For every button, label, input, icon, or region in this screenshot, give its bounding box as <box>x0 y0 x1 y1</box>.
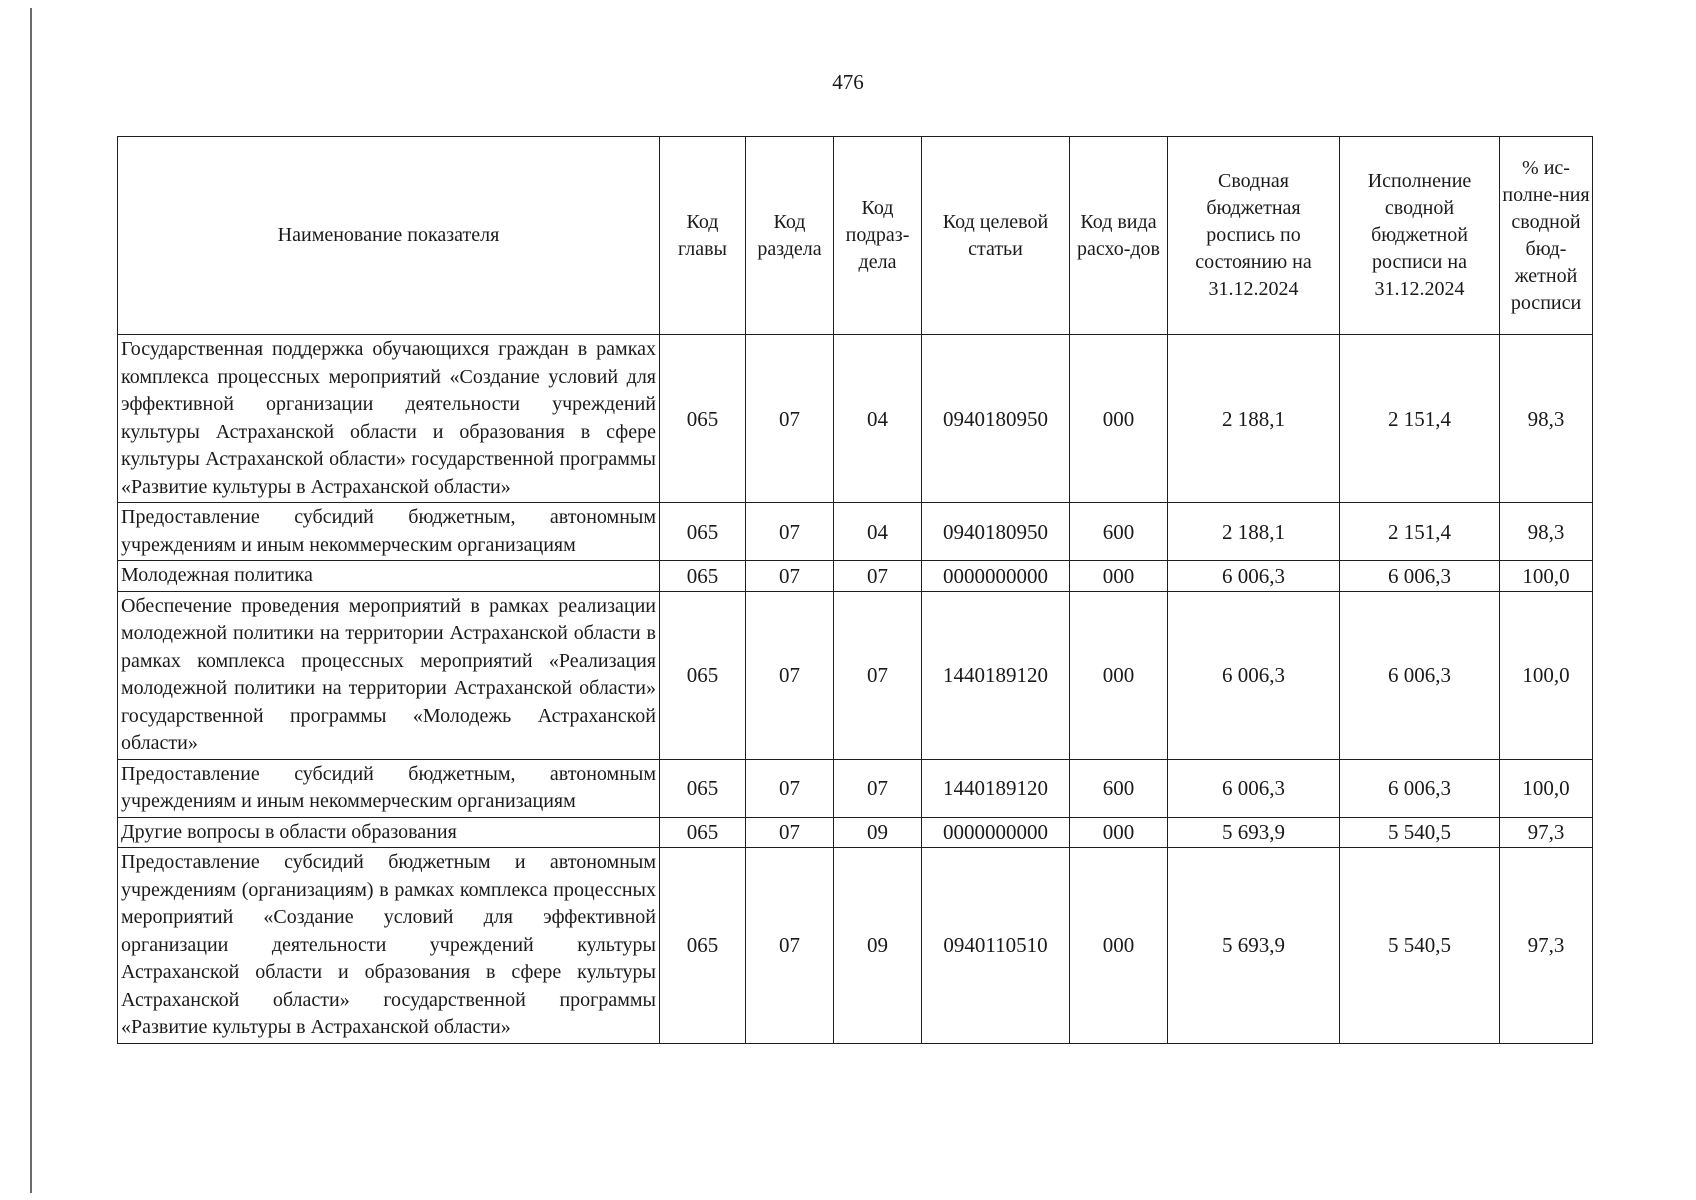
row-section-code: 07 <box>746 335 834 503</box>
row-budget-execution: 5 540,5 <box>1340 817 1500 848</box>
table-row <box>118 759 1593 817</box>
row-execution-percent: 100,0 <box>1500 759 1593 817</box>
row-target-code: 1440189120 <box>922 759 1070 817</box>
row-name: Предоставление субсидий бюджетным и автономным учреждениям (организациям) в рамках комплекса процессных мероприятий «Создание условий для эффективной организации деятельности учреждений культуры Астраханской области и образования в сфере культуры Астраханской области» государственной программы «Развитие культуры в Астраханской области» <box>118 848 660 1044</box>
table-row <box>118 561 1593 592</box>
row-budget-plan: 2 188,1 <box>1168 503 1340 561</box>
row-budget-plan: 2 188,1 <box>1168 335 1340 503</box>
row-chapter-code: 065 <box>660 817 746 848</box>
row-target-code: 0940110510 <box>922 848 1070 1044</box>
row-budget-plan: 6 006,3 <box>1168 759 1340 817</box>
header-expense-type-code: Код вида расхо-дов <box>1070 137 1168 335</box>
header-subsection-code: Код подраз-дела <box>834 137 922 335</box>
row-name: Обеспечение проведения мероприятий в рамках реализации молодежной политики на территории Астраханской области в рамках комплекса процессных мероприятий «Реализация молодежной политики на территории Астраханской области» государственной программы «Молодежь Астраханской области» <box>118 591 660 759</box>
table-header-row <box>118 137 1593 335</box>
row-name: Молодежная политика <box>118 561 660 592</box>
row-expense-type-code: 000 <box>1070 591 1168 759</box>
row-chapter-code: 065 <box>660 503 746 561</box>
row-budget-plan: 6 006,3 <box>1168 591 1340 759</box>
row-target-code: 0000000000 <box>922 817 1070 848</box>
header-execution-percent: % ис-полне-ния сводной бюд-жетной росписи <box>1500 137 1593 335</box>
row-expense-type-code: 000 <box>1070 817 1168 848</box>
row-name: Государственная поддержка обучающихся граждан в рамках комплекса процессных мероприятий «Создание условий для эффективной организации деятельности учреждений культуры Астраханской области и образования в сфере культуры Астраханской области» государственной программы «Развитие культуры в Астраханской области» <box>118 335 660 503</box>
row-subsection-code: 04 <box>834 335 922 503</box>
row-section-code: 07 <box>746 591 834 759</box>
row-section-code: 07 <box>746 817 834 848</box>
table-row <box>118 591 1593 759</box>
row-name: Предоставление субсидий бюджетным, автономным учреждениям и иным некоммерческим организациям <box>118 503 660 561</box>
row-chapter-code: 065 <box>660 591 746 759</box>
header-name: Наименование показателя <box>118 137 660 335</box>
row-target-code: 0940180950 <box>922 335 1070 503</box>
row-budget-plan: 5 693,9 <box>1168 848 1340 1044</box>
row-chapter-code: 065 <box>660 848 746 1044</box>
row-chapter-code: 065 <box>660 561 746 592</box>
row-chapter-code: 065 <box>660 759 746 817</box>
row-execution-percent: 97,3 <box>1500 848 1593 1044</box>
row-execution-percent: 98,3 <box>1500 503 1593 561</box>
row-budget-plan: 5 693,9 <box>1168 817 1340 848</box>
row-budget-execution: 2 151,4 <box>1340 503 1500 561</box>
row-section-code: 07 <box>746 848 834 1044</box>
table-row <box>118 503 1593 561</box>
row-expense-type-code: 600 <box>1070 759 1168 817</box>
header-budget-execution: Исполнение сводной бюджетной росписи на 31.12.2024 <box>1340 137 1500 335</box>
row-section-code: 07 <box>746 561 834 592</box>
row-execution-percent: 100,0 <box>1500 591 1593 759</box>
row-target-code: 1440189120 <box>922 591 1070 759</box>
page-number: 476 <box>832 70 864 94</box>
row-subsection-code: 09 <box>834 817 922 848</box>
row-target-code: 0940180950 <box>922 503 1070 561</box>
row-subsection-code: 07 <box>834 561 922 592</box>
row-target-code: 0000000000 <box>922 561 1070 592</box>
row-execution-percent: 97,3 <box>1500 817 1593 848</box>
table-row <box>118 817 1593 848</box>
left-margin-rule <box>30 8 32 1193</box>
budget-execution-table <box>117 136 1593 1044</box>
table-row <box>118 335 1593 503</box>
row-expense-type-code: 000 <box>1070 335 1168 503</box>
row-subsection-code: 07 <box>834 591 922 759</box>
row-subsection-code: 09 <box>834 848 922 1044</box>
row-budget-plan: 6 006,3 <box>1168 561 1340 592</box>
row-name: Предоставление субсидий бюджетным, автономным учреждениям и иным некоммерческим организациям <box>118 759 660 817</box>
row-budget-execution: 2 151,4 <box>1340 335 1500 503</box>
row-section-code: 07 <box>746 503 834 561</box>
row-name: Другие вопросы в области образования <box>118 817 660 848</box>
row-expense-type-code: 600 <box>1070 503 1168 561</box>
row-budget-execution: 6 006,3 <box>1340 759 1500 817</box>
row-expense-type-code: 000 <box>1070 848 1168 1044</box>
header-chapter-code: Код главы <box>660 137 746 335</box>
row-subsection-code: 04 <box>834 503 922 561</box>
row-expense-type-code: 000 <box>1070 561 1168 592</box>
row-subsection-code: 07 <box>834 759 922 817</box>
row-budget-execution: 6 006,3 <box>1340 591 1500 759</box>
row-budget-execution: 6 006,3 <box>1340 561 1500 592</box>
header-budget-plan: Сводная бюджетная роспись по состоянию на 31.12.2024 <box>1168 137 1340 335</box>
header-section-code: Код раздела <box>746 137 834 335</box>
header-target-code: Код целевой статьи <box>922 137 1070 335</box>
row-execution-percent: 98,3 <box>1500 335 1593 503</box>
table-row <box>118 848 1593 1044</box>
row-chapter-code: 065 <box>660 335 746 503</box>
row-budget-execution: 5 540,5 <box>1340 848 1500 1044</box>
row-section-code: 07 <box>746 759 834 817</box>
row-execution-percent: 100,0 <box>1500 561 1593 592</box>
